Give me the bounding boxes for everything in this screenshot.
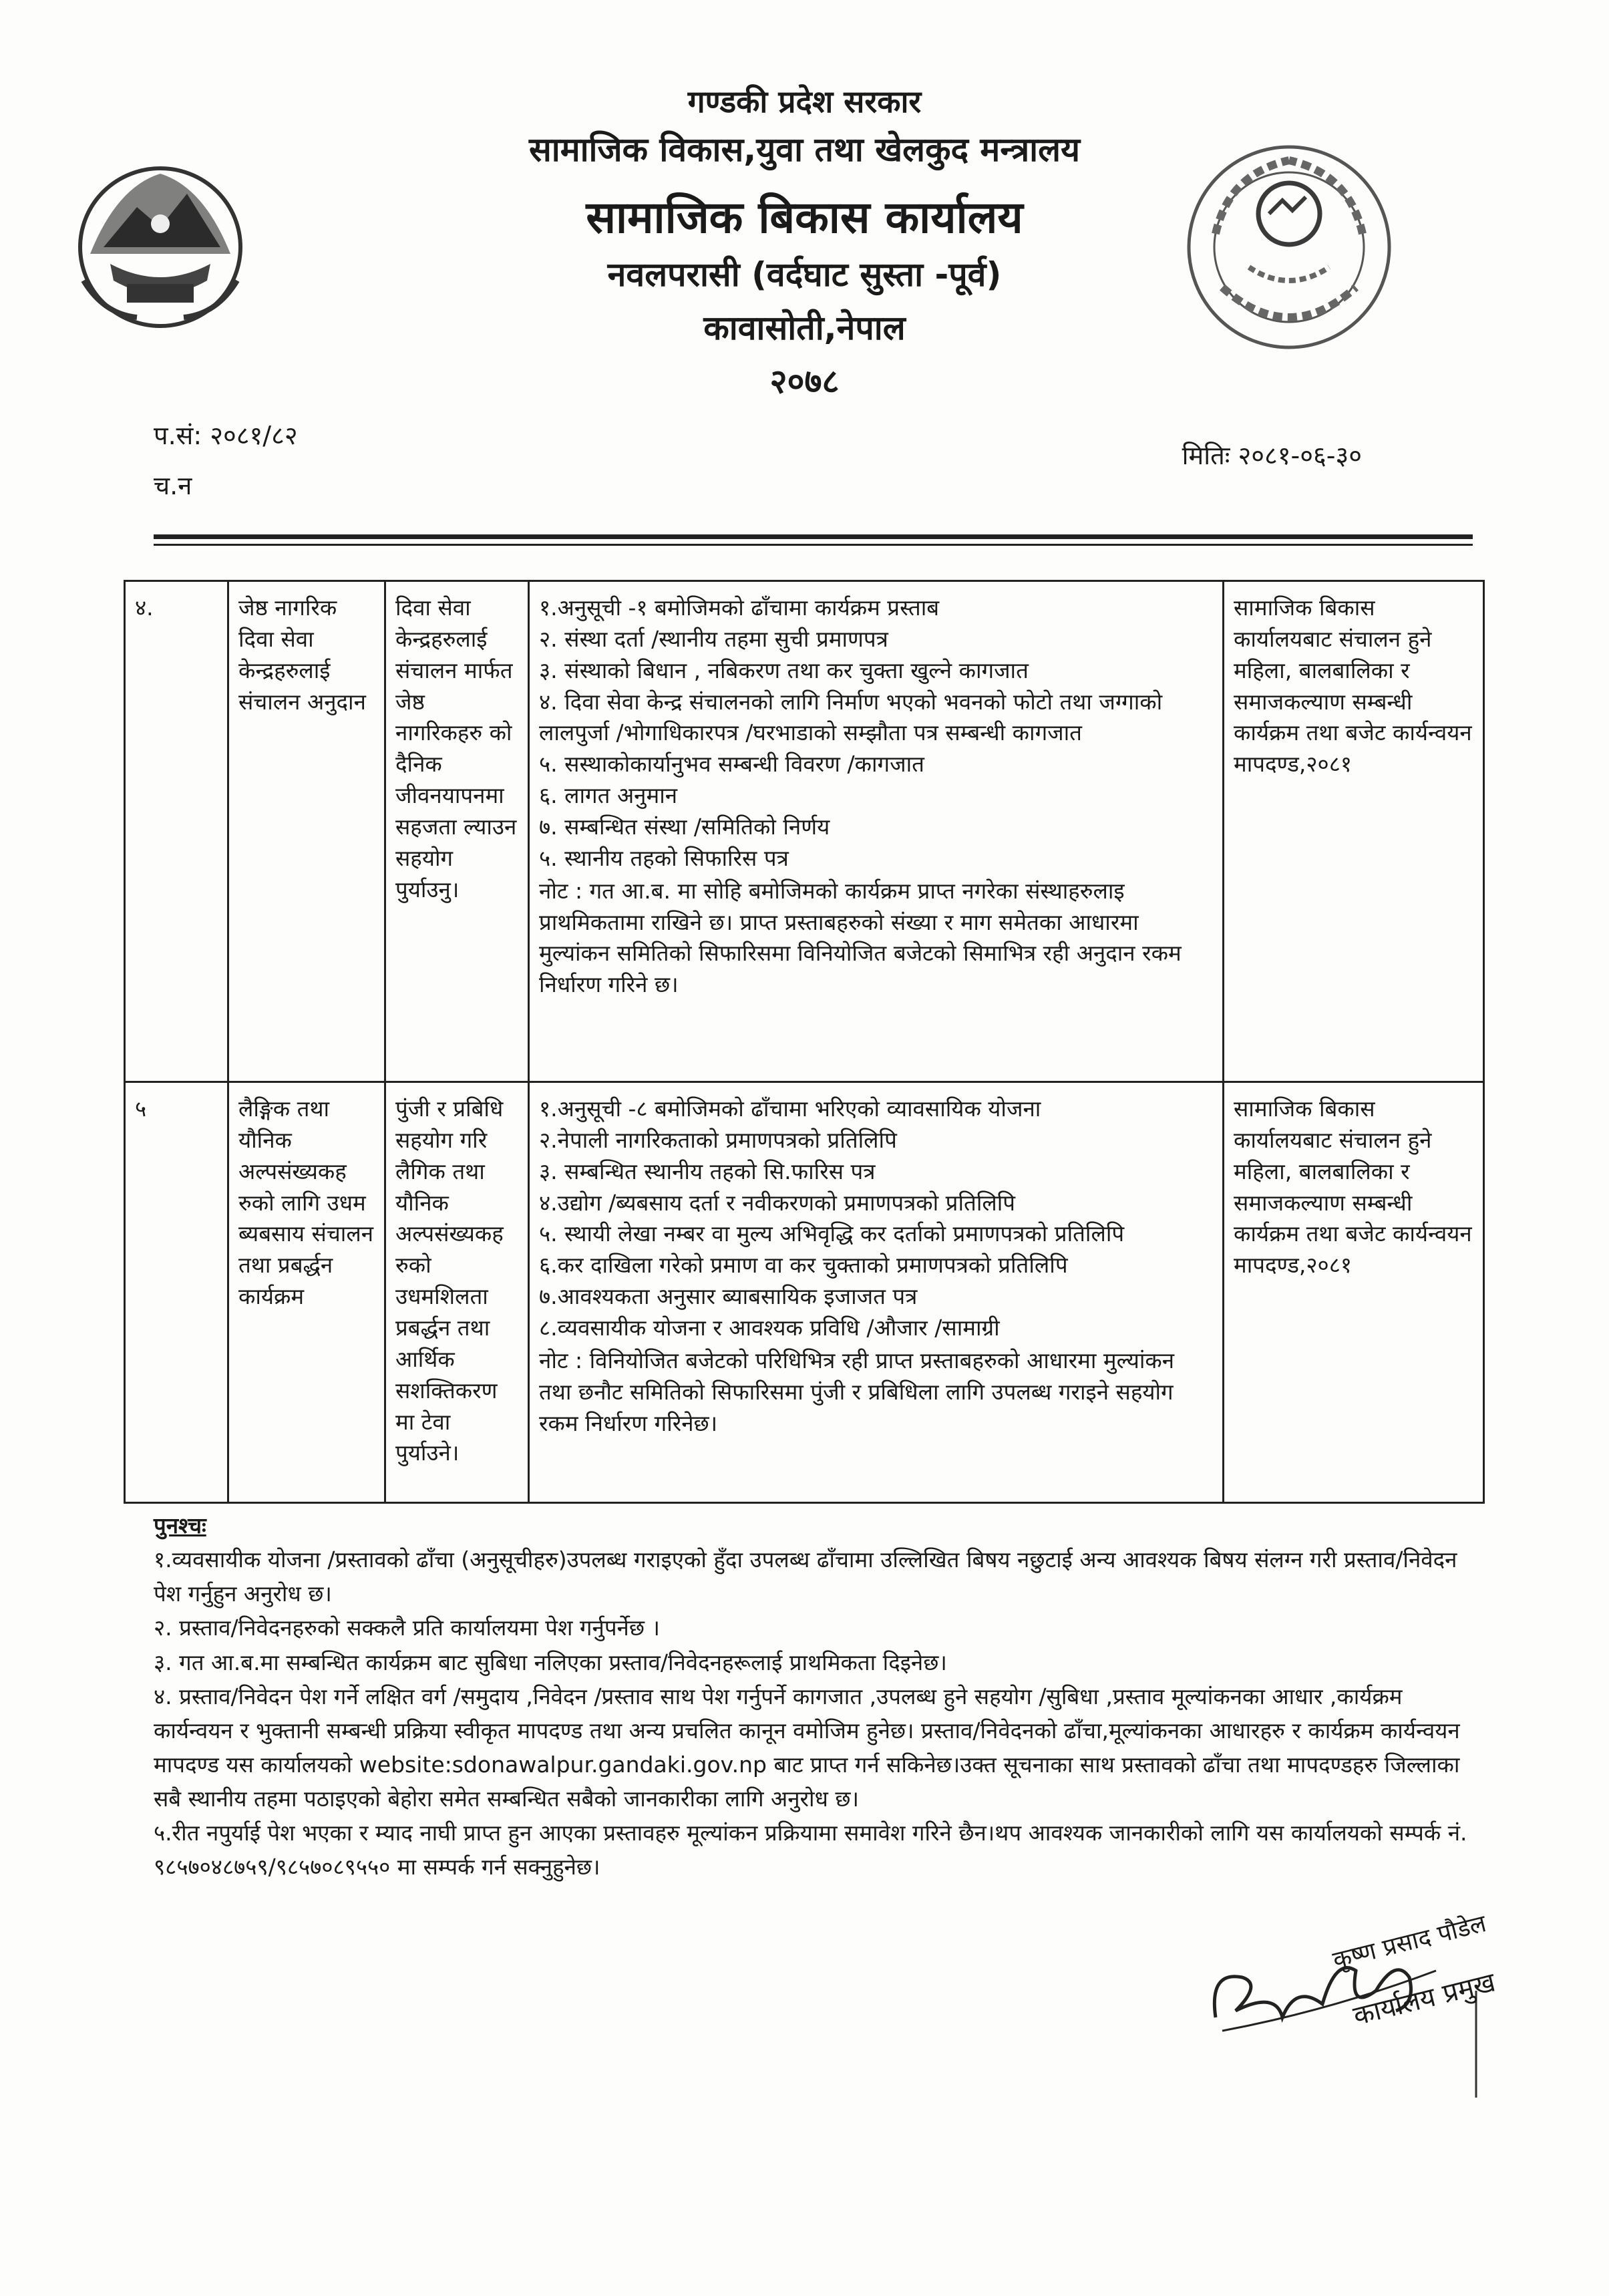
postscript-item: ४. प्रस्ताव/निवेदन पेश गर्ने लक्षित वर्ग /समुदाय ,निवेदन /प्रस्ताव साथ पेश गर्नुपर्ने कागजात ,उपलब्ध हुने सहयोग /सुबिधा ,प्रस्ताव मूल्यांकनका आधार ,कार्यक्रम कार्यन्वयन र भुक्तानी सम्बन्धी प्रक्रिया स्वीकृत मापदण्ड तथा अन्य प्रचलित कानून वमोजिम हुनेछ। प्रस्ताव/निवेदनको ढाँचा,मूल्यांकनका आधारहरु र कार्यक्रम कार्यन्वयन मापदण्ड यस कार्यालयको website:sdonawalpur.gandaki.gov.np बाट प्राप्त गर्न सकिनेछ।उक्त सूचनाका साथ प्रस्तावको ढाँचा तथा मापदण्डहरु जिल्लाका सबै स्थानीय तहमा पठाइएको बेहोरा समेत सम्बन्धित सबैको जानकारीका लागि अनुरोध छ। [154, 1683, 1460, 1812]
office-district: नवलपरासी (वर्दघाट सुस्ता -पूर्व) [607, 255, 1002, 294]
document-item: ३. संस्थाको बिधान , नबिकरण तथा कर चुक्ता खुल्ने कागजात [539, 657, 1029, 683]
row-note: नोट : विनियोजित बजेटको परिधिभित्र रही प्राप्त प्रस्ताबहरुको आधारमा मुल्यांकन तथा छनौट समितिको सिफारिसमा पुंजी र प्रबिधिला लागि उपलब्ध गराइने सहयोग रकम निर्धारण गरिनेछ। [539, 1347, 1175, 1436]
document-item: २.नेपाली नागरिकताको प्रमाणपत्रको प्रतिलिपि [539, 1126, 897, 1153]
postscript-item: १.व्यवसायीक योजना /प्रस्तावको ढाँचा (अनुसूचीहरु)उपलब्ध गराइएको हुँदा उपलब्ध ढाँचामा उल्लिखित बिषय नछुटाई अन्य आवश्यक बिषय संलग्न गरी प्रस्ताव/निवेदन पेश गर्नुहुन अनुरोध छ। [154, 1546, 1457, 1607]
document-item: १.अनुसूची -१ बमोजिमको ढाँचामा कार्यक्रम प्रस्ताब [539, 595, 940, 621]
postscript-item: ५.रीत नपुर्याई पेश भएका र म्याद नाघी प्राप्त हुन आएका प्रस्तावहरु मूल्यांकन प्रक्रियामा समावेश गरिने छैन।थप आवश्यक जानकारीको लागि यस कार्यालयको सम्पर्क नं. ९८५७०४८७५९/९८५७०८९५५० मा सम्पर्क गर्न सक्नुहुनेछ। [154, 1820, 1467, 1880]
postscript-heading: पुनश्चः [154, 1512, 206, 1538]
government-name: गण्डकी प्रदेश सरकार [687, 84, 922, 120]
reference-number: प.सं: २०८१/८२ [154, 421, 298, 450]
header-divider [154, 534, 1473, 539]
postscript-item: २. प्रस्ताव/निवेदनहरुको सक्कलै प्रति कार्यालयमा पेश गर्नुपर्नेछ । [154, 1615, 661, 1641]
document-item: २. संस्था दर्ता /स्थानीय तहमा सुची प्रमाणपत्र [539, 625, 888, 652]
table-row [125, 1082, 1484, 1503]
objective-cell: दिवा सेवा केन्द्रहरुलाई संचालन मार्फत जेष्ठ नागरिकहरु को दैनिक जीवनयापनमा सहजता ल्याउन सहयोग पुर्याउनु। [385, 581, 529, 1082]
serial-cell: ४. [125, 581, 228, 1082]
document-item: ५. स्थायी लेखा नम्बर वा मुल्य अभिवृद्धि कर दर्ताको प्रमाणपत्रको प्रतिलिपि [539, 1220, 1125, 1247]
document-item: ३. सम्बन्धित स्थानीय तहको सि.फारिस पत्र [539, 1158, 876, 1184]
objective-cell: पुंजी र प्रबिधि सहयोग गरि लैगिक तथा यौनिक अल्पसंख्यकह रुको उधमशिलता प्रबर्द्धन तथा आर्थिक सशक्तिकरण मा टेवा पुर्याउने। [385, 1082, 529, 1503]
document-item: ७.आवश्यकता अनुसार ब्याबसायिक इजाजत पत्र [539, 1283, 918, 1310]
signatory-title: कार्यालय प्रमुख [1350, 1967, 1499, 2032]
implementer-cell: सामाजिक बिकास कार्यालयबाट संचालन हुने महिला, बालबालिका र समाजकल्याण सम्बन्धी कार्यक्रम तथा बजेट कार्यन्वयन मापदण्ड,२०८१ [1224, 581, 1484, 1082]
document-item: ५. स्थानीय तहको सिफारिस पत्र [539, 844, 789, 871]
letter-date: मितिः २०८१-०६-३० [1182, 441, 1362, 470]
implementer-cell: सामाजिक बिकास कार्यालयबाट संचालन हुने महिला, बालबालिका र समाजकल्याण सम्बन्धी कार्यक्रम तथा बजेट कार्यन्वयन मापदण्ड,२०८१ [1224, 1082, 1484, 1503]
postscript-item: ३. गत आ.ब.मा सम्बन्धित कार्यक्रम बाट सुबिधा नलिएका प्रस्ताव/निवेदनहरूलाई प्राथमिकता दिइनेछ। [154, 1649, 947, 1675]
row-note: नोट : गत आ.ब. मा सोहि बमोजिमको कार्यक्रम प्राप्त नगरेका संस्थाहरुलाइ प्राथमिकतामा राखिने छ। प्राप्त प्रस्ताबहरुको संख्या र माग समेतका आधारमा मुल्यांकन समितिको सिफारिसमा विनियोजित बजेटको सिमाभित्र रही अनुदान रकम निर्धारण गरिने छ। [539, 877, 1182, 998]
established-year: २०७८ [769, 362, 840, 401]
document-item: ४. दिवा सेवा केन्द्र संचालनको लागि निर्माण भएको भवनको फोटो तथा जग्गाको लालपुर्जा /भोगाधिकारपत्र /घरभाडाको सम्झौता पत्र सम्बन्धी कागजात [539, 688, 1163, 746]
required-documents-cell [529, 581, 1224, 1082]
program-title-cell: लैङ्गिक तथा यौनिक अल्पसंख्यकह रुको लागि उधम ब्यबसाय संचालन तथा प्रबर्द्धन कार्यक्रम [228, 1082, 385, 1503]
required-documents-cell [529, 1082, 1224, 1503]
header-divider-thin [154, 544, 1473, 546]
ministry-name: सामाजिक विकास,युवा तथा खेलकुद मन्त्रालय [528, 130, 1081, 169]
document-item: ५. सस्थाकोकार्यानुभव सम्बन्धी विवरण /कागजात [539, 751, 924, 778]
office-name: सामाजिक बिकास कार्यालय [586, 192, 1023, 243]
signatory-name: कृष्ण प्रसाद पौडेल [1330, 1910, 1489, 1975]
document-item: ४.उद्योग /ब्यबसाय दर्ता र नवीकरणको प्रमाणपत्रको प्रतिलिपि [539, 1189, 1016, 1216]
table-row [125, 581, 1484, 1082]
program-title-cell: जेष्ठ नागरिक दिवा सेवा केन्द्रहरुलाई संचालन अनुदान [228, 581, 385, 1082]
document-item: ६.कर दाखिला गरेको प्रमाण वा कर चुक्ताको प्रमाणपत्रको प्रतिलिपि [539, 1252, 1068, 1279]
document-item: ८.व्यवसायीक योजना र आवश्यक प्रविधि /औजार /सामाग्री [539, 1315, 1000, 1341]
document-item: ६. लागत अनुमान [539, 782, 678, 809]
serial-cell: ५ [125, 1082, 228, 1503]
postscript-section [154, 1508, 1483, 1884]
program-table [124, 580, 1485, 1504]
office-address: कावासोती,नेपाल [703, 309, 906, 347]
office-seal-stamp [1176, 134, 1403, 361]
document-item: १.अनुसूची -८ बमोजिमको ढाँचामा भरिएको व्यावसायिक योजना [539, 1096, 1041, 1122]
document-item: ७. सम्बन्धित संस्था /समितिको निर्णय [539, 814, 830, 840]
dispatch-number: च.न [154, 471, 192, 500]
